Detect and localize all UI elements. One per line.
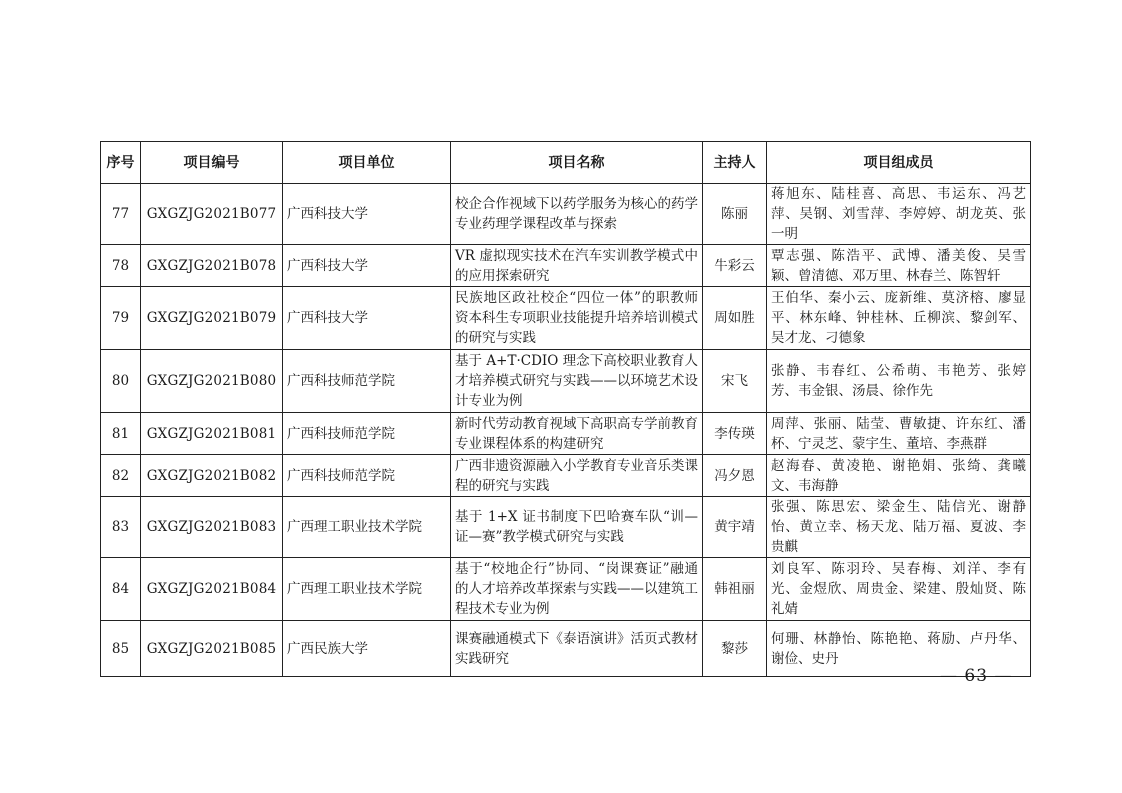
table-row [101, 350, 1031, 413]
row-name: 基于 1+X 证书制度下巴哈赛车队“训—证—赛”教学模式研究与实践 [451, 497, 703, 558]
row-unit: 广西科技师范学院 [283, 455, 451, 497]
table-header-row [101, 142, 1031, 184]
row-members: 蒋旭东、陆桂喜、高思、韦运东、冯艺萍、吴钢、刘雪萍、李婷婷、胡龙英、张一明 [767, 184, 1031, 245]
table-row [101, 287, 1031, 350]
row-unit: 广西理工职业技术学院 [283, 558, 451, 621]
row-seq: 84 [101, 558, 141, 621]
row-seq: 83 [101, 497, 141, 558]
row-host: 牛彩云 [703, 245, 767, 287]
table-row [101, 621, 1031, 677]
row-members: 王伯华、秦小云、庞新维、莫济榕、廖显平、林东峰、钟桂林、丘柳滨、黎剑军、吴才龙、刁德象 [767, 287, 1031, 350]
row-code: GXGZJG2021B083 [141, 497, 283, 558]
row-host: 黄宇靖 [703, 497, 767, 558]
row-members: 张强、陈思宏、梁金生、陆信光、谢静怡、黄立幸、杨天龙、陆万福、夏波、李贵麒 [767, 497, 1031, 558]
row-name: 课赛融通模式下《泰语演讲》活页式教材实践研究 [451, 621, 703, 677]
row-code: GXGZJG2021B080 [141, 350, 283, 413]
row-host: 韩祖丽 [703, 558, 767, 621]
row-host: 陈丽 [703, 184, 767, 245]
row-unit: 广西民族大学 [283, 621, 451, 677]
page-number: — 63 — [940, 666, 1013, 686]
row-seq: 82 [101, 455, 141, 497]
header-code: 项目编号 [141, 142, 283, 184]
row-code: GXGZJG2021B085 [141, 621, 283, 677]
row-code: GXGZJG2021B082 [141, 455, 283, 497]
row-code: GXGZJG2021B078 [141, 245, 283, 287]
header-unit: 项目单位 [283, 142, 451, 184]
row-unit: 广西科技师范学院 [283, 413, 451, 455]
row-code: GXGZJG2021B077 [141, 184, 283, 245]
row-host: 李传瑛 [703, 413, 767, 455]
row-host: 宋飞 [703, 350, 767, 413]
table-row [101, 184, 1031, 245]
table-row [101, 245, 1031, 287]
row-code: GXGZJG2021B081 [141, 413, 283, 455]
row-unit: 广西科技师范学院 [283, 350, 451, 413]
header-name: 项目名称 [451, 142, 703, 184]
header-seq: 序号 [101, 142, 141, 184]
row-members: 刘良军、陈羽玲、吴春梅、刘洋、李有光、金煜欣、周贵金、梁建、殷灿贤、陈礼婧 [767, 558, 1031, 621]
row-host: 冯夕恩 [703, 455, 767, 497]
row-members: 张静、韦春红、公希萌、韦艳芳、张婷芳、韦金银、汤晨、徐作先 [767, 350, 1031, 413]
row-unit: 广西科技大学 [283, 184, 451, 245]
row-name: 基于 A+T·CDIO 理念下高校职业教育人才培养模式研究与实践——以环境艺术设计专业为例 [451, 350, 703, 413]
row-seq: 77 [101, 184, 141, 245]
row-members: 周萍、张丽、陆莹、曹敏捷、许东红、潘杯、宁灵芝、蒙宇生、董培、李燕群 [767, 413, 1031, 455]
row-code: GXGZJG2021B084 [141, 558, 283, 621]
row-host: 黎莎 [703, 621, 767, 677]
row-name: VR 虚拟现实技术在汽车实训教学模式中的应用探索研究 [451, 245, 703, 287]
row-seq: 85 [101, 621, 141, 677]
row-unit: 广西理工职业技术学院 [283, 497, 451, 558]
table-row [101, 413, 1031, 455]
row-name: 民族地区政社校企“四位一体”的职教师资本科生专项职业技能提升培养培训模式的研究与实践 [451, 287, 703, 350]
row-members: 覃志强、陈浩平、武博、潘美俊、吴雪颖、曾清德、邓万里、林春兰、陈智轩 [767, 245, 1031, 287]
row-members: 何珊、林静怡、陈艳艳、蒋励、卢丹华、谢俭、史丹 [767, 621, 1031, 677]
row-unit: 广西科技大学 [283, 245, 451, 287]
row-name: 广西非遗资源融入小学教育专业音乐类课程的研究与实践 [451, 455, 703, 497]
project-table [100, 141, 1031, 677]
header-host: 主持人 [703, 142, 767, 184]
row-unit: 广西科技大学 [283, 287, 451, 350]
row-host: 周如胜 [703, 287, 767, 350]
row-code: GXGZJG2021B079 [141, 287, 283, 350]
row-seq: 78 [101, 245, 141, 287]
table-row [101, 455, 1031, 497]
row-seq: 79 [101, 287, 141, 350]
row-name: 新时代劳动教育视域下高职高专学前教育专业课程体系的构建研究 [451, 413, 703, 455]
row-name: 基于“校地企行”协同、“岗课赛证”融通的人才培养改革探索与实践——以建筑工程技术专业为例 [451, 558, 703, 621]
row-seq: 81 [101, 413, 141, 455]
table-row [101, 558, 1031, 621]
header-members: 项目组成员 [767, 142, 1031, 184]
row-members: 赵海春、黄凌艳、谢艳娟、张绮、龚曦文、韦海静 [767, 455, 1031, 497]
table-row [101, 497, 1031, 558]
row-seq: 80 [101, 350, 141, 413]
row-name: 校企合作视域下以药学服务为核心的药学专业药理学课程改革与探索 [451, 184, 703, 245]
